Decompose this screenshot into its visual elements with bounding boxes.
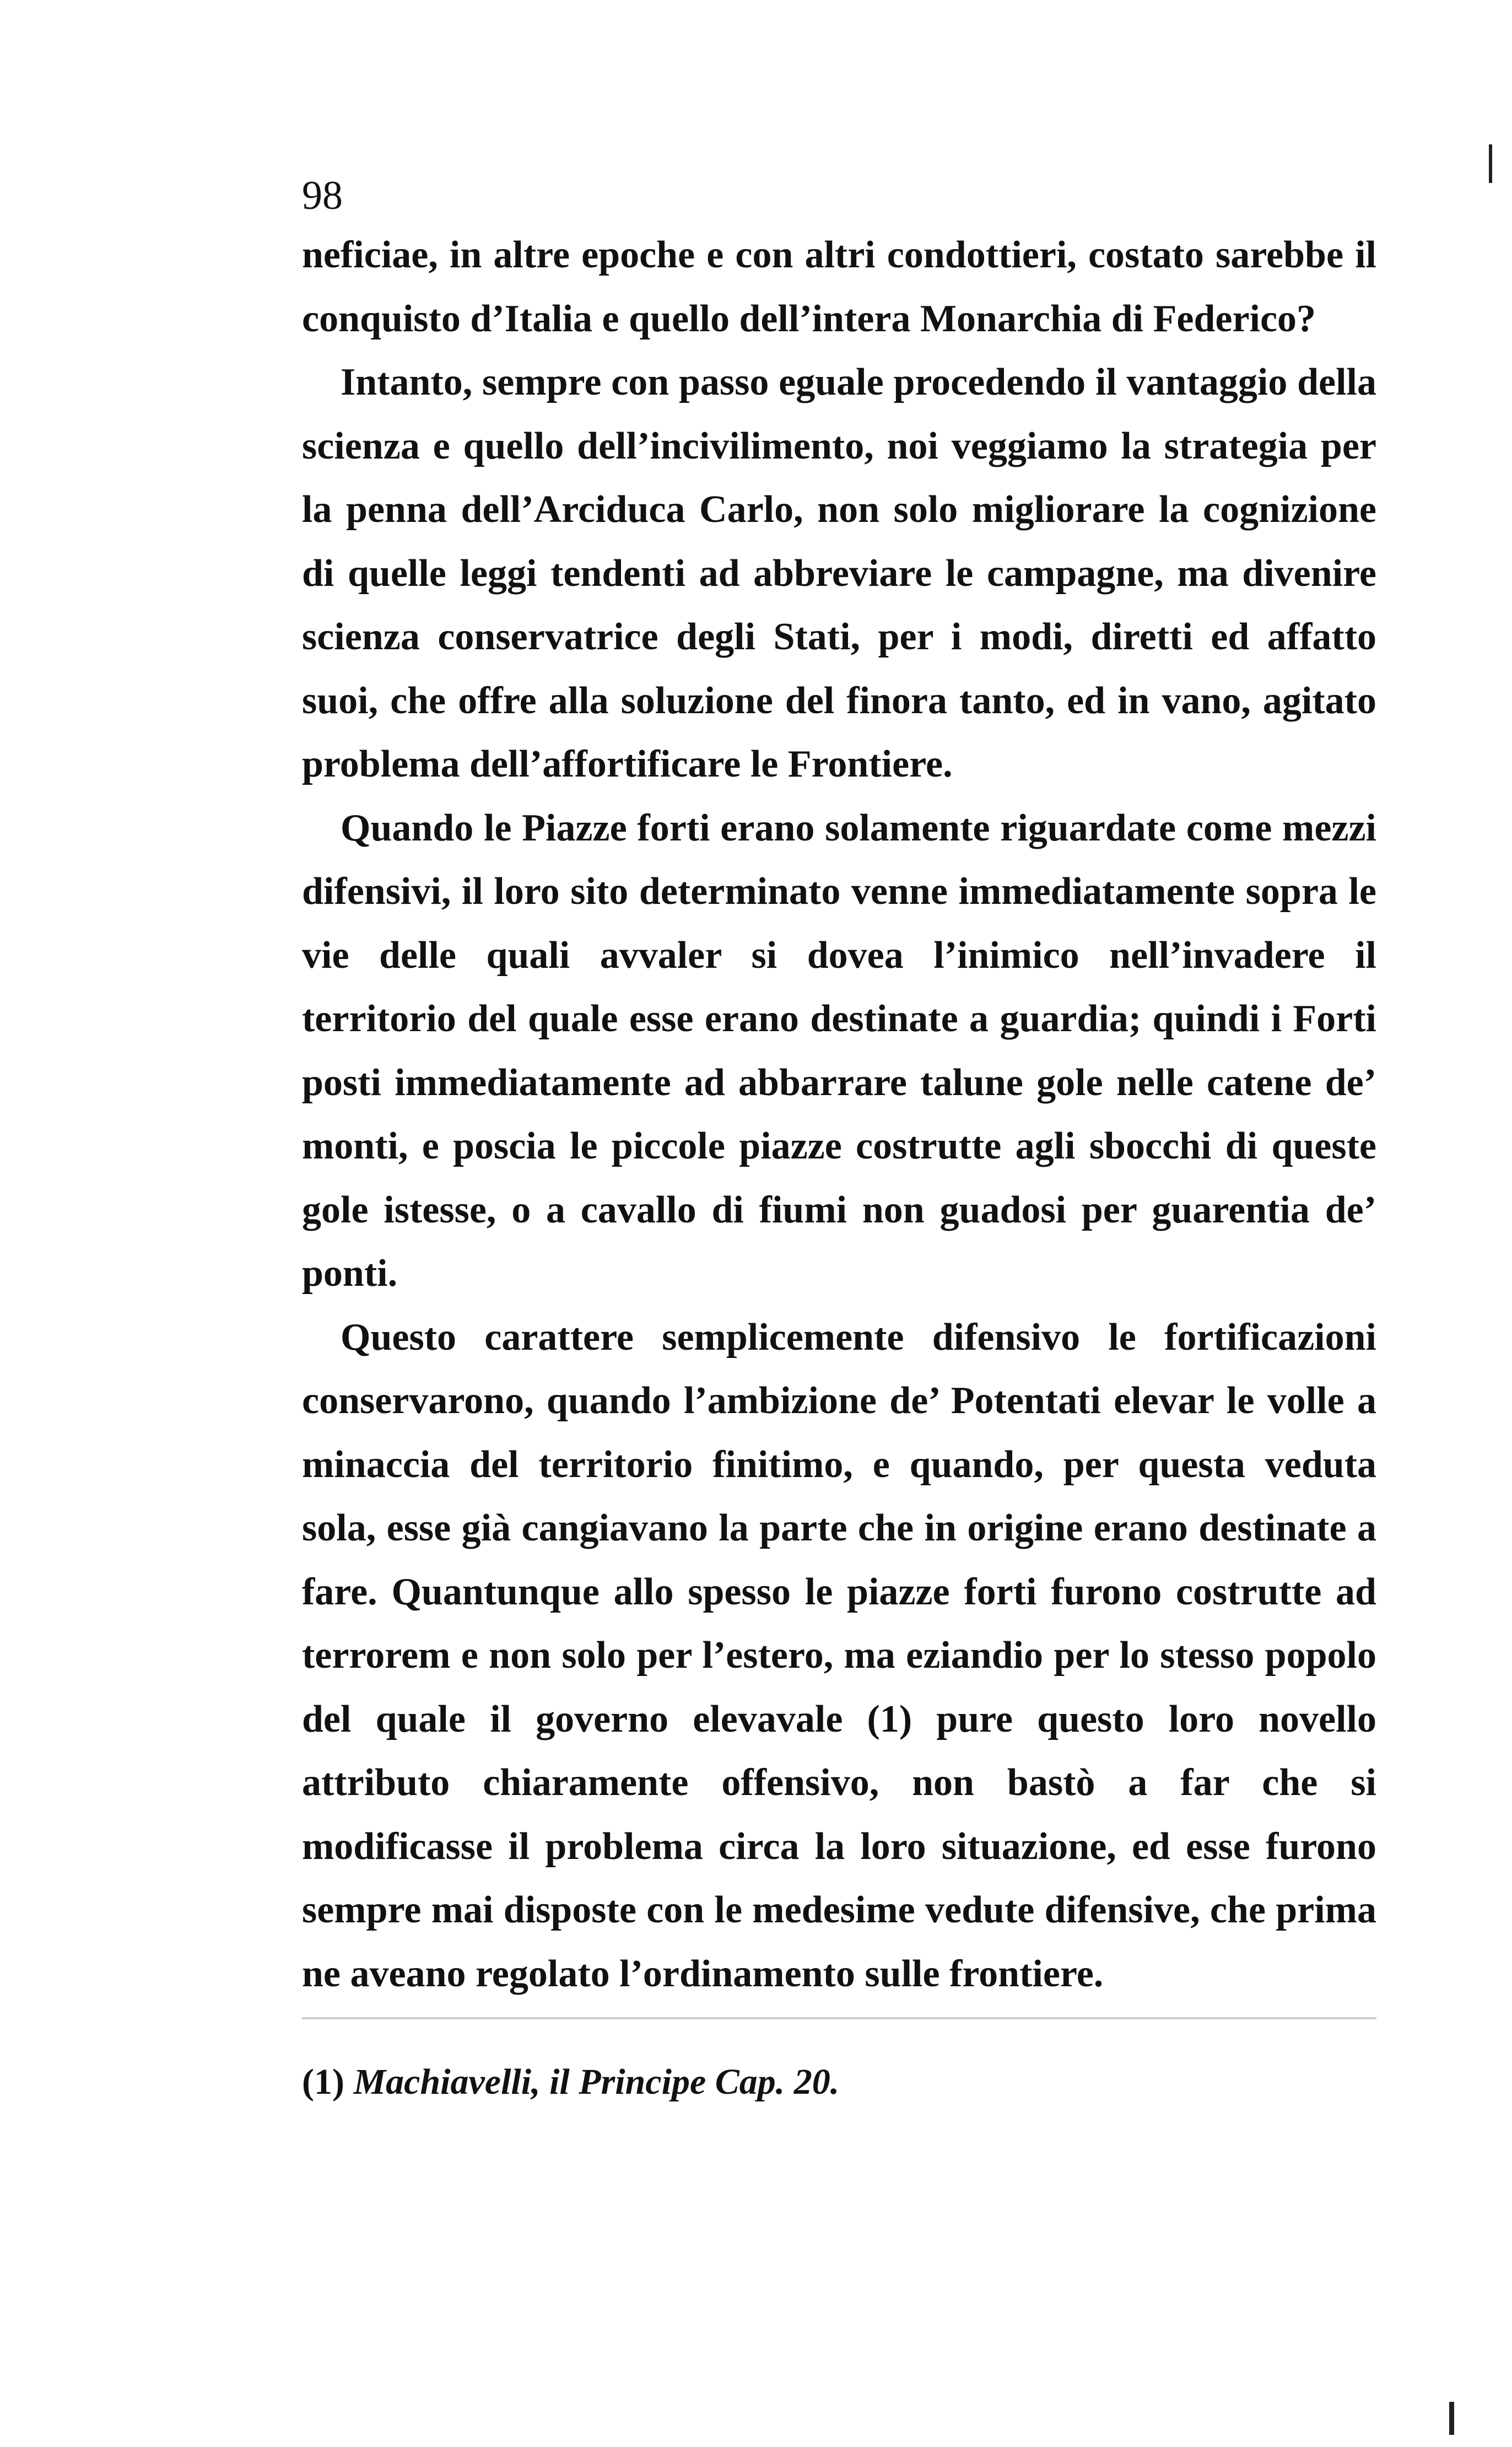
footnote-chapter: Cap. 20.: [715, 2062, 840, 2102]
paragraph-3: Quando le Piazze forti erano solamente riguardate come mezzi difensivi, il loro sito determinato venne immediatamente sopra le vie delle quali avvaler si dovea l’inimico nell’invadere il territorio del quale esse erano destinate a guardia; quindi i Forti posti immediatamente ad abbarrare talune gole nelle catene de’ monti, e poscia le piccole piazze costrutte agli sbocchi di queste gole istesse, o a cavallo di fiumi non guadosi per guarentia de’ ponti.: [302, 806, 1376, 1295]
body-text: [302, 223, 1376, 2006]
page-number: 98: [302, 173, 343, 218]
footnote-work: il Principe: [549, 2062, 706, 2102]
footnote-separator: [302, 2017, 1376, 2019]
paragraph-1: neficiae, in altre epoche e con altri condottieri, costato sarebbe il conquisto d’Italia e quello dell’intera Monarchia di Federico?: [302, 234, 1376, 340]
paragraph-4: Questo carattere semplicemente difensivo le fortificazioni conservarono, quando l’ambizione de’ Potentati elevar le volle a minaccia del territorio finitimo, e quando, per questa veduta sola, esse già cangiavano la parte che in origine erano destinate a fare. Quantunque allo spesso le piazze forti furono costrutte ad terrorem e non solo per l’estero, ma eziandio per lo stesso popolo del quale il governo elevavale (1) pure questo loro novello attributo chiaramente offensivo, non bastò a far che si modificasse il problema circa la loro situazione, ed esse furono sempre mai disposte con le medesime vedute difensive, che prima ne aveano regolato l’ordinamento sulle frontiere.: [302, 1316, 1376, 1995]
footnote-marker: (1): [302, 2062, 344, 2102]
paragraph-2: Intanto, sempre con passo eguale procedendo il vantaggio della scienza e quello dell’incivilimento, noi veggiamo la strategia per la penna dell’Arciduca Carlo, non solo migliorare la cognizione di quelle leggi tendenti ad abbreviare le campagne, ma divenire scienza conservatrice degli Stati, per i modi, diretti ed affatto suoi, che offre alla soluzione del finora tanto, ed in vano, agitato problema dell’affortificare le Frontiere.: [302, 361, 1376, 785]
scan-edge-mark: [1489, 144, 1492, 183]
footnote-author: Machiavelli,: [353, 2062, 541, 2102]
scan-edge-mark-bottom: [1449, 2402, 1454, 2435]
footnote: [302, 2058, 1376, 2106]
